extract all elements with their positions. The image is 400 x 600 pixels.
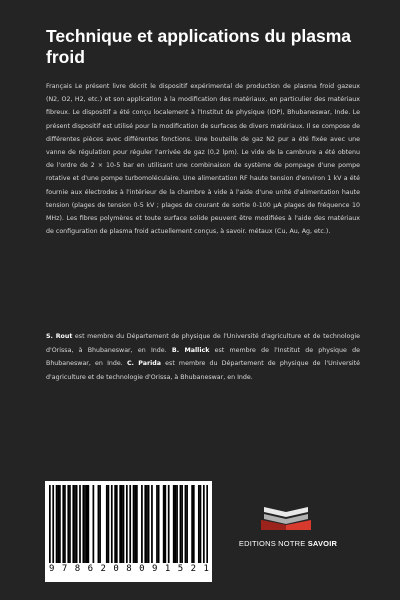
- barcode-bar: [123, 485, 125, 563]
- author-bios: [46, 330, 360, 384]
- barcode-bar: [57, 485, 59, 563]
- barcode-bar: [134, 485, 136, 563]
- isbn-digit: 2: [190, 564, 197, 574]
- book-abstract: Français Le présent livre décrit le dispositif expérimental de production de plasma froid gazeux (N2, O2, H2, etc.) et son application à la modification des matériaux, en particulier des matériaux fibreux. Le dispositif a été conçu localement à l'Institut de physique (IOP), Bhubaneswar, Inde. Le présent dispositif est utilisé pour la modification de surfaces de divers matériaux. Il se compose de différentes pièces avec différentes fonctions. Une bouteille de gaz N2 pur a été fixée avec une vanne de régulation pour réguler l'arrivée de gaz (0,2 lpm). Le vide de la cambrure a été obtenu de l'ordre de 2 × 10-5 bar en utilisant une combinaison de système de pompage d'une pompe rotative et d'une pompe turbomoléculaire. Une alimentation RF haute tension d'environ 1 kV a été fournie aux électrodes à l'intérieur de la chambre à vide à l'aide d'une unité d'alimentation haute tension (plages de tension 0-5 kV ; plages de courant de sortie 0-100 µA plages de fréquence 10 MHz). Les fibres polymères et toute surface solide peuvent être modifiées à l'aide des matériaux de configuration de plasma froid actuellement conçus, à savoir. métaux (Cu, Au, Ag, etc.).: [46, 83, 360, 236]
- barcode-bar: [119, 485, 121, 563]
- barcode-bar: [79, 485, 81, 563]
- barcode-bar: [87, 485, 89, 563]
- author-bio: est membre du Département de physique de l'Université d'agriculture et de technologie d'Orissa, à Bhubaneswar, en Inde.: [46, 360, 360, 381]
- barcode-bar: [200, 485, 202, 563]
- barcode-bar: [198, 485, 200, 563]
- barcode-bar: [111, 485, 113, 563]
- publisher-name-prefix: EDITIONS NOTRE: [238, 539, 308, 548]
- book-title: Technique et applications du plasma froid: [46, 26, 352, 67]
- publisher-name: [238, 539, 338, 548]
- isbn-digit: 2: [100, 564, 106, 574]
- author-name: C. Parida: [126, 360, 162, 368]
- barcode-bar: [180, 485, 182, 563]
- author-bio: est membre de l'Institut de physique de Bhubaneswar, en Inde.: [46, 346, 360, 368]
- isbn-barcode: [45, 481, 212, 582]
- barcode-bar: [108, 485, 110, 563]
- barcode-bar: [146, 485, 148, 563]
- barcode-bar: [176, 485, 178, 563]
- barcode-bar: [193, 485, 195, 563]
- barcode-bar: [163, 485, 165, 563]
- barcode-bar: [121, 485, 123, 563]
- barcode-bar: [206, 485, 208, 563]
- author-bio: est membre du Département de physique de l'Université d'agriculture et de technologie d'Orissa, à Bhubaneswar, en Inde.: [46, 333, 360, 354]
- barcode-bar: [52, 485, 54, 563]
- publisher-name-bold: SAVOIR: [307, 539, 338, 548]
- barcode-bar: [148, 485, 150, 563]
- isbn-number: [49, 564, 209, 574]
- isbn-digit: 5: [177, 564, 184, 574]
- barcode-bar: [158, 485, 160, 563]
- barcode-bar: [93, 485, 95, 563]
- isbn-digit: 6: [87, 564, 94, 574]
- barcode-bar: [82, 485, 84, 563]
- barcode-bar: [173, 485, 175, 563]
- barcode-bars: [49, 485, 208, 563]
- barcode-bar: [185, 485, 187, 563]
- barcode-bar: [186, 485, 188, 563]
- barcode-bar: [84, 485, 86, 563]
- barcode-bar: [129, 485, 131, 563]
- isbn-digit: 0: [113, 564, 119, 574]
- barcode-bar: [114, 485, 116, 563]
- isbn-digit: 9: [152, 564, 158, 574]
- barcode-bar: [49, 485, 51, 563]
- barcode-bar: [133, 485, 135, 563]
- isbn-digit: 8: [126, 564, 132, 574]
- author-name: B. Mallick: [171, 346, 210, 354]
- barcode-bar: [86, 485, 88, 563]
- isbn-digit: 7: [61, 564, 68, 574]
- barcode-bar: [191, 485, 193, 563]
- barcode-bar: [126, 485, 128, 563]
- barcode-bar: [106, 485, 108, 563]
- barcode-bar: [181, 485, 183, 563]
- barcode-bar: [76, 485, 78, 563]
- isbn-digit: 1: [164, 564, 171, 574]
- barcode-bar: [59, 485, 61, 563]
- publisher-logo-icon: [258, 503, 314, 533]
- barcode-bar: [99, 485, 101, 563]
- barcode-bar: [144, 485, 146, 563]
- barcode-bar: [72, 485, 74, 563]
- barcode-bar: [141, 485, 143, 563]
- barcode-bar: [168, 485, 170, 563]
- barcode-bar: [67, 485, 69, 563]
- barcode-bar: [69, 485, 71, 563]
- barcode-bar: [151, 485, 153, 563]
- barcode-bar: [156, 485, 158, 563]
- barcode-bar: [175, 485, 177, 563]
- author-name: S. Rout: [46, 333, 73, 340]
- isbn-digit: 8: [74, 564, 81, 574]
- barcode-bar: [62, 485, 64, 563]
- barcode-bar: [64, 485, 66, 563]
- isbn-digit: 1: [203, 564, 209, 574]
- barcode-bar: [98, 485, 100, 563]
- barcode-bar: [136, 485, 138, 563]
- barcode-bar: [74, 485, 76, 563]
- barcode-bar: [116, 485, 118, 563]
- barcode-bar: [203, 485, 205, 563]
- isbn-digit: 9: [49, 564, 55, 574]
- isbn-digit: 0: [139, 564, 145, 574]
- barcode-bar: [56, 485, 58, 563]
- barcode-bar: [164, 485, 166, 563]
